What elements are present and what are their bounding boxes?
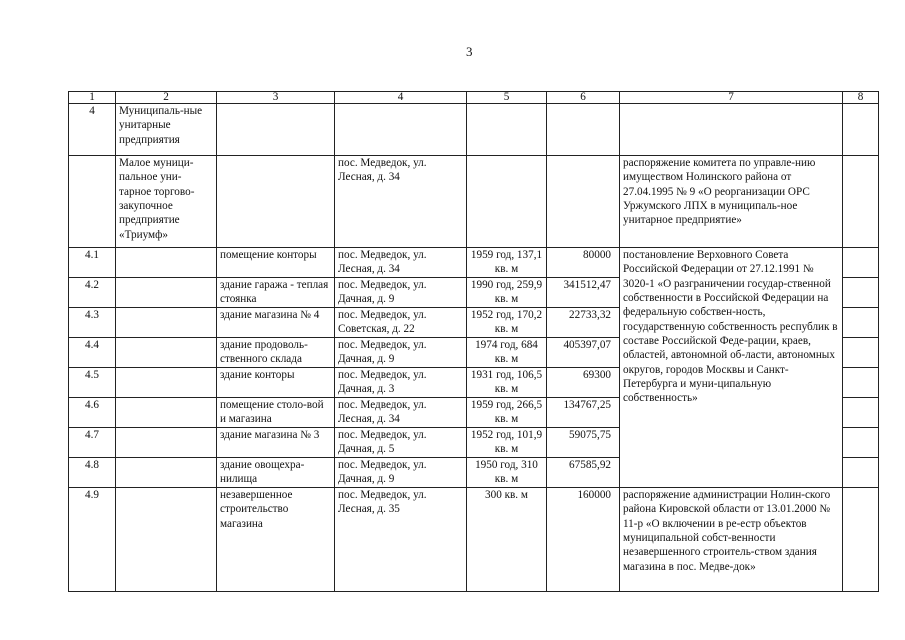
row-value: 59075,75	[547, 428, 620, 458]
row-value: 67585,92	[547, 458, 620, 488]
table-row	[69, 248, 879, 278]
column-number: 6	[547, 92, 620, 104]
row-owner	[116, 398, 217, 428]
row-value: 405397,07	[547, 338, 620, 368]
row-address: пос. Медведок, ул. Дачная, д. 5	[335, 428, 467, 458]
row-owner	[116, 458, 217, 488]
row-value: 69300	[547, 368, 620, 398]
row-address: пос. Медведок, ул. Лесная, д. 35	[335, 488, 467, 592]
row-number: 4.8	[69, 458, 116, 488]
row-number: 4.2	[69, 278, 116, 308]
row-value: 22733,32	[547, 308, 620, 338]
row-note	[843, 458, 879, 488]
row-object: здание гаража - теплая стоянка	[217, 278, 335, 308]
row-owner	[116, 368, 217, 398]
row-note	[843, 248, 879, 278]
row-address: пос. Медведок, ул. Дачная, д. 3	[335, 368, 467, 398]
row-address: пос. Медведок, ул. Лесная, д. 34	[335, 398, 467, 428]
row-note	[843, 368, 879, 398]
row-address: пос. Медведок, ул. Советская, д. 22	[335, 308, 467, 338]
property-register-table	[68, 91, 879, 592]
column-number: 8	[843, 92, 879, 104]
enterprise-address: пос. Медведок, ул. Лесная, д. 34	[335, 156, 467, 248]
row-object: незавершенное строительство магазина	[217, 488, 335, 592]
row-year-area: 1959 год, 137,1 кв. м	[467, 248, 547, 278]
row-owner	[116, 248, 217, 278]
group-basis: постановление Верховного Совета Российской Федерации от 27.12.1991 № 3020-1 «О разграничении государ-ственной собственности в Российской Федерации на федеральную собствен-ность, государственную собственность республик в составе Российской Феде-рации, краев, областей, автономной об-ласти, автономных округов, городов Москвы и Санкт- Петербурга и муни-ципальную собственность»	[620, 248, 843, 488]
enterprise-row	[69, 156, 879, 248]
section-title: Муниципаль-ные унитарные предприятия	[116, 104, 217, 156]
row-object: помещение конторы	[217, 248, 335, 278]
row-year-area: 1952 год, 170,2 кв. м	[467, 308, 547, 338]
enterprise-basis: распоряжение комитета по управле-нию имуществом Нолинского района от 27.04.1995 № 9 «О реорганизации ОРС Уржумского ЛПХ в муниципаль-ное унитарное предприятие»	[620, 156, 843, 248]
row-object: помещение столо-вой и магазина	[217, 398, 335, 428]
row-owner	[116, 308, 217, 338]
row-object: здание магазина № 3	[217, 428, 335, 458]
row-value: 134767,25	[547, 398, 620, 428]
row-object: здание продоволь-ственного склада	[217, 338, 335, 368]
row-value: 160000	[547, 488, 620, 592]
row-owner	[116, 338, 217, 368]
row-year-area: 1990 год, 259,9 кв. м	[467, 278, 547, 308]
row-number: 4.7	[69, 428, 116, 458]
row-value: 80000	[547, 248, 620, 278]
column-number: 1	[69, 92, 116, 104]
enterprise-name: Малое муници-пальное уни-тарное торгово-закупочное предприятие «Триумф»	[116, 156, 217, 248]
row-owner	[116, 278, 217, 308]
row-object: здание овощехра-нилища	[217, 458, 335, 488]
row-year-area: 300 кв. м	[467, 488, 547, 592]
column-number: 4	[335, 92, 467, 104]
row-owner	[116, 428, 217, 458]
row-year-area: 1959 год, 266,5 кв. м	[467, 398, 547, 428]
row-note	[843, 428, 879, 458]
column-number: 7	[620, 92, 843, 104]
row-owner	[116, 488, 217, 592]
row-object: здание конторы	[217, 368, 335, 398]
section-number: 4	[69, 104, 116, 156]
column-number: 5	[467, 92, 547, 104]
row-address: пос. Медведок, ул. Дачная, д. 9	[335, 278, 467, 308]
row-year-area: 1974 год, 684 кв. м	[467, 338, 547, 368]
row-note	[843, 488, 879, 592]
table-row	[69, 488, 879, 592]
row-object: здание магазина № 4	[217, 308, 335, 338]
page-number: 3	[466, 44, 473, 59]
row-number: 4.5	[69, 368, 116, 398]
column-number: 3	[217, 92, 335, 104]
row-address: пос. Медведок, ул. Лесная, д. 34	[335, 248, 467, 278]
row-note	[843, 278, 879, 308]
row-note	[843, 338, 879, 368]
row-number: 4.9	[69, 488, 116, 592]
row-year-area: 1931 год, 106,5 кв. м	[467, 368, 547, 398]
column-numbers-row	[69, 92, 879, 104]
row-number: 4.1	[69, 248, 116, 278]
row-basis: распоряжение администрации Нолин-ского района Кировской области от 13.01.2000 № 11-р «О включении в ре-естр объектов муниципальной собст-венности незавершенного строитель-ством здания магазина в пос. Медве-док»	[620, 488, 843, 592]
row-note	[843, 308, 879, 338]
section-row	[69, 104, 879, 156]
row-number: 4.4	[69, 338, 116, 368]
row-address: пос. Медведок, ул. Дачная, д. 9	[335, 338, 467, 368]
row-number: 4.3	[69, 308, 116, 338]
row-address: пос. Медведок, ул. Дачная, д. 9	[335, 458, 467, 488]
row-note	[843, 398, 879, 428]
row-number: 4.6	[69, 398, 116, 428]
row-value: 341512,47	[547, 278, 620, 308]
row-year-area: 1950 год, 310 кв. м	[467, 458, 547, 488]
column-number: 2	[116, 92, 217, 104]
row-year-area: 1952 год, 101,9 кв. м	[467, 428, 547, 458]
